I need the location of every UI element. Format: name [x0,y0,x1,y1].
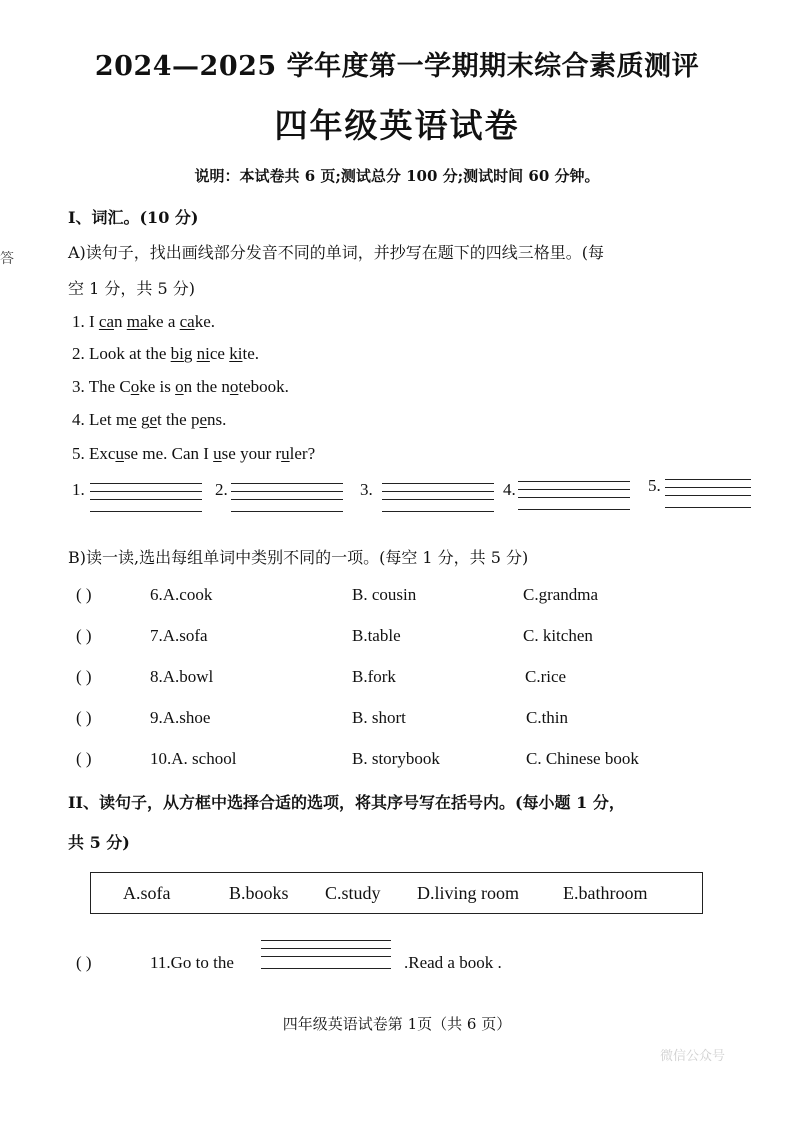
watermark: 微信公众号 [660,1049,726,1064]
paren-10[interactable]: ( ) [76,749,92,768]
underlined-part: bi [170,344,184,363]
item7-c: C. kitchen [523,626,593,645]
section2-heading-2: 共 5 分) [68,833,130,852]
text-part: se me. Can I [123,444,214,463]
underlined-part: u [281,444,290,463]
option-d: D.living room [417,883,519,903]
partA-instruction-2: 空 1 分，共 5 分) [68,279,195,298]
text-part: g [183,344,197,363]
item9-a: 9.A.shoe [150,708,211,727]
partB-instruction: B)读一读,选出每组单词中类别不同的一项。(每空 1 分，共 5 分) [68,548,529,567]
sentence-num: 3. [72,377,85,396]
q11-before: 11.Go to the [150,953,234,972]
writing-grid-4[interactable] [518,481,630,511]
text-part: Exc [89,444,116,463]
item6-c: C.grandma [523,585,599,604]
text-part: The C [88,377,131,396]
text-part: ns. [207,410,227,429]
item10-a: 10.A. school [150,749,237,768]
answer-label-2: 2. [215,480,228,499]
item8-a: 8.A.bowl [150,667,214,686]
underlined-part: o [229,377,239,396]
item8-c: C.rice [525,667,567,686]
text-part: Look at the [89,344,171,363]
sentence-num: 5. [72,444,85,463]
answer-label-1: 1. [72,480,85,499]
section1-heading: I、词汇。(10 分) [68,208,199,227]
options-box [90,872,703,914]
page-footer: 四年级英语试卷第 1页（共 6 页） [282,1015,512,1033]
text-part: ler? [289,444,316,463]
text-part: n [114,312,127,331]
underlined-part: o [130,377,140,396]
text-part: ce [209,344,230,363]
item6-a: 6.A.cook [150,585,213,604]
item9-c: C.thin [526,708,569,727]
answer-label-5: 5. [648,476,661,495]
item9-b: B. short [352,708,406,727]
item7-b: B.table [352,626,401,645]
partA-instruction-1: A)读句子，找出画线部分发音不同的单词，并抄写在题下的四线三格里。(每 [68,243,605,262]
text-part: Let m [89,410,130,429]
section2-heading-1: II、读句子，从方框中选择合适的选项，将其序号写在括号内。(每小题 1 分， [68,793,625,812]
answer-label-3: 3. [360,480,373,499]
option-c: C.study [325,883,381,903]
underlined-part: ni [196,344,210,363]
text-part: ke is [139,377,176,396]
paren-8[interactable]: ( ) [76,667,92,686]
underlined-part: u [213,444,222,463]
underlined-part: o [175,377,184,396]
text-part: tebook. [238,377,289,396]
text-part: n the n [183,377,230,396]
item7-a: 7.A.sofa [150,626,208,645]
underlined-part: ma [126,312,148,331]
paren-9[interactable]: ( ) [76,708,92,727]
writing-grid-5[interactable] [665,479,751,509]
paren-7[interactable]: ( ) [76,626,92,645]
text-part: I [89,312,99,331]
exam-title: 2024—2025 学年度第一学期期末综合素质测评 [94,51,700,82]
sentence-5 [72,444,315,464]
sentence-num: 2. [72,344,85,363]
text-part: t the p [156,410,200,429]
underlined-part: ca [98,312,115,331]
exam-note: 说明：本试卷共 6 页;测试总分 100 分;测试时间 60 分钟。 [194,167,600,185]
text-part: g [136,410,150,429]
text-part: se your r [221,444,282,463]
underlined-part: e [149,410,157,429]
paren-11[interactable]: ( ) [76,953,92,972]
sentence-2 [72,344,259,364]
writing-grid-3[interactable] [382,483,494,513]
underlined-part: e [129,410,137,429]
sentence-num: 1. [72,312,85,331]
option-a: A.sofa [123,883,171,903]
text-part: te. [242,344,259,363]
text-part: ke a [147,312,180,331]
item6-b: B. cousin [352,585,417,604]
underlined-part: e [199,410,208,429]
q11-after: .Read a book . [404,953,502,972]
sentence-num: 4. [72,410,85,429]
writing-grid-11[interactable] [261,940,391,970]
writing-grid-1[interactable] [90,483,202,513]
item10-c: C. Chinese book [526,749,639,768]
underlined-part: ki [229,344,243,363]
option-e: E.bathroom [563,883,648,903]
sentence-3 [72,377,289,397]
text-part: ke. [194,312,216,331]
item10-b: B. storybook [352,749,440,768]
item8-b: B.fork [352,667,396,686]
option-b: B.books [229,883,289,903]
underlined-part: u [115,444,124,463]
sentence-1 [72,312,215,332]
exam-subtitle: 四年级英语试卷 [274,106,520,145]
sentence-4 [72,410,226,430]
margin-mark: 答 [0,251,14,267]
answer-label-4: 4. [503,480,516,499]
underlined-part: ca [179,312,195,331]
paren-6[interactable]: ( ) [76,585,92,604]
writing-grid-2[interactable] [231,483,343,513]
